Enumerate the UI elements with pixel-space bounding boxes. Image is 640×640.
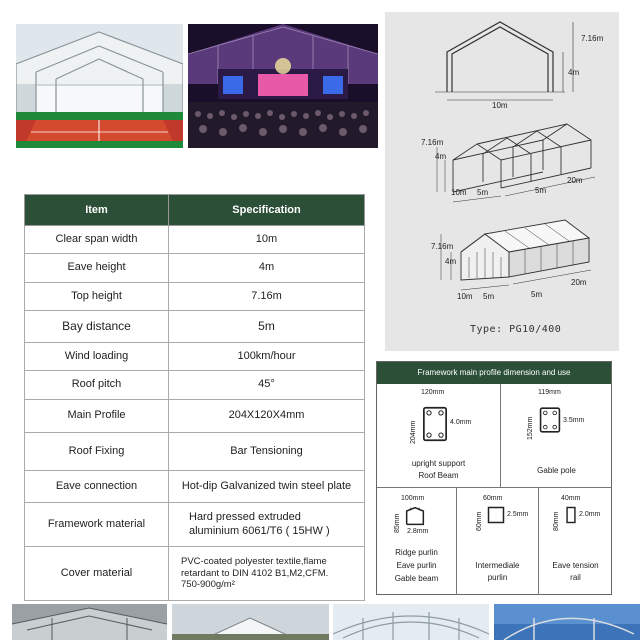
upright-height-dim: 204mm	[410, 420, 417, 444]
row-item: Bay distance	[25, 311, 169, 343]
ridge-label-2: Eave purlin	[396, 561, 437, 570]
table-row	[25, 503, 365, 547]
row-item: Roof Fixing	[25, 433, 169, 471]
profile-eave-tension-rail	[539, 488, 612, 595]
table-row	[25, 433, 365, 471]
frame-bay-2: 5m	[535, 186, 547, 195]
profile-upright-support	[377, 384, 501, 488]
profile-ridge-purlin	[377, 488, 457, 595]
row-item: Eave connection	[25, 471, 169, 503]
upright-label-2: Roof Beam	[418, 471, 459, 480]
covered-bay: 5m	[483, 292, 495, 301]
gable-pole-width-dim: 119mm	[538, 389, 561, 396]
front-top-height: 7.16m	[581, 34, 604, 43]
spec-line: 750-900g/m²	[181, 579, 235, 591]
row-spec: Hot-dip Galvanized twin steel plate	[169, 471, 365, 503]
ridge-width-dim: 100mm	[401, 495, 425, 502]
row-item: Framework material	[25, 503, 169, 547]
ridge-label-1: Ridge purlin	[395, 548, 438, 557]
ridge-height-dim: 85mm	[394, 513, 401, 533]
tent-exterior-photo	[172, 604, 329, 640]
frame-length: 20m	[567, 176, 583, 185]
row-item: Wind loading	[25, 343, 169, 371]
upright-thickness-dim: 4.0mm	[450, 419, 472, 426]
frame-top-height: 7.16m	[421, 138, 444, 147]
tension-width-dim: 40mm	[561, 495, 581, 502]
table-row	[25, 343, 365, 371]
tension-label-2: rail	[570, 573, 581, 582]
tent-frame-photo	[333, 604, 489, 640]
table-row	[25, 226, 365, 254]
intermediate-width-dim: 60mm	[483, 495, 503, 502]
row-spec	[169, 503, 365, 547]
table-row	[25, 471, 365, 503]
ridge-purlin-profile-shape	[405, 506, 425, 526]
frame-width: 10m	[451, 188, 467, 197]
front-eave-height: 4m	[568, 68, 580, 77]
row-spec: 5m	[169, 311, 365, 343]
table-row	[25, 283, 365, 311]
covered-length: 20m	[571, 278, 587, 287]
table-row	[25, 311, 365, 343]
covered-top-height: 7.16m	[431, 242, 454, 251]
gable-pole-profile-shape	[539, 406, 561, 434]
row-item: Cover material	[25, 547, 169, 601]
gable-pole-label: Gable pole	[537, 466, 576, 475]
row-item: Main Profile	[25, 400, 169, 433]
row-spec: 45°	[169, 371, 365, 400]
gable-pole-thickness-dim: 3.5mm	[563, 417, 585, 424]
tension-height-dim: 80mm	[553, 511, 560, 531]
intermediate-label-2: purlin	[487, 573, 508, 582]
table-row	[25, 254, 365, 283]
tent-construction-photo	[494, 604, 640, 640]
tension-thickness-dim: 2.0mm	[579, 511, 601, 518]
row-spec: 7.16m	[169, 283, 365, 311]
spec-line: Hard pressed extruded	[189, 510, 301, 523]
header-specification: Specification	[169, 195, 365, 226]
front-width: 10m	[492, 101, 508, 110]
upright-profile-shape	[422, 406, 448, 442]
covered-bay-2: 5m	[531, 290, 543, 299]
profile-gable-pole	[501, 384, 612, 488]
header-item: Item	[25, 195, 169, 226]
intermediate-height-dim: 60mm	[476, 511, 483, 531]
tent-line-drawings	[385, 12, 619, 351]
row-spec: 10m	[169, 226, 365, 254]
row-item: Roof pitch	[25, 371, 169, 400]
ridge-thickness-dim: 2.8mm	[407, 528, 429, 535]
intermediate-label-1: Intermediale	[475, 561, 520, 570]
ridge-label-3: Gable beam	[394, 574, 439, 583]
row-spec: 100km/hour	[169, 343, 365, 371]
table-row	[25, 547, 365, 601]
intermediate-thickness-dim: 2.5mm	[507, 511, 529, 518]
table-row	[25, 400, 365, 433]
row-spec: 4m	[169, 254, 365, 283]
tennis-court-tent-photo	[16, 24, 183, 148]
gable-pole-height-dim: 152mm	[527, 416, 534, 440]
tent-interior-photo-1	[12, 604, 167, 640]
spec-line: PVC-coated polyester textile,flame	[181, 555, 327, 567]
profile-panel-title: Framework main profile dimension and use	[377, 362, 611, 384]
profile-intermediate-purlin	[457, 488, 539, 595]
tension-rail-profile-shape	[566, 506, 576, 524]
specification-table	[24, 194, 365, 601]
profile-dimension-panel	[376, 361, 612, 595]
spec-line: retardant to DIN 4102 B1,M2,CFM.	[181, 567, 329, 579]
row-spec: 204X120X4mm	[169, 400, 365, 433]
table-row	[25, 371, 365, 400]
row-spec: Bar Tensioning	[169, 433, 365, 471]
tent-type-label: Type: PG10/400	[470, 324, 562, 335]
frame-bay: 5m	[477, 188, 489, 197]
spec-line: aluminium 6061/T6 ( 15HW )	[189, 524, 330, 537]
covered-eave-height: 4m	[445, 257, 457, 266]
frame-eave-height: 4m	[435, 152, 447, 161]
covered-width: 10m	[457, 292, 473, 301]
row-spec	[169, 547, 365, 601]
upright-width-dim: 120mm	[421, 389, 445, 396]
upright-label-1: upright support	[411, 459, 466, 468]
tension-label-1: Eave tension	[552, 561, 599, 570]
row-item: Eave height	[25, 254, 169, 283]
row-item: Clear span width	[25, 226, 169, 254]
intermediate-purlin-profile-shape	[487, 506, 505, 524]
concert-tent-photo	[188, 24, 378, 148]
table-header-row	[25, 195, 365, 226]
row-item: Top height	[25, 283, 169, 311]
tent-drawings-panel	[385, 12, 619, 351]
